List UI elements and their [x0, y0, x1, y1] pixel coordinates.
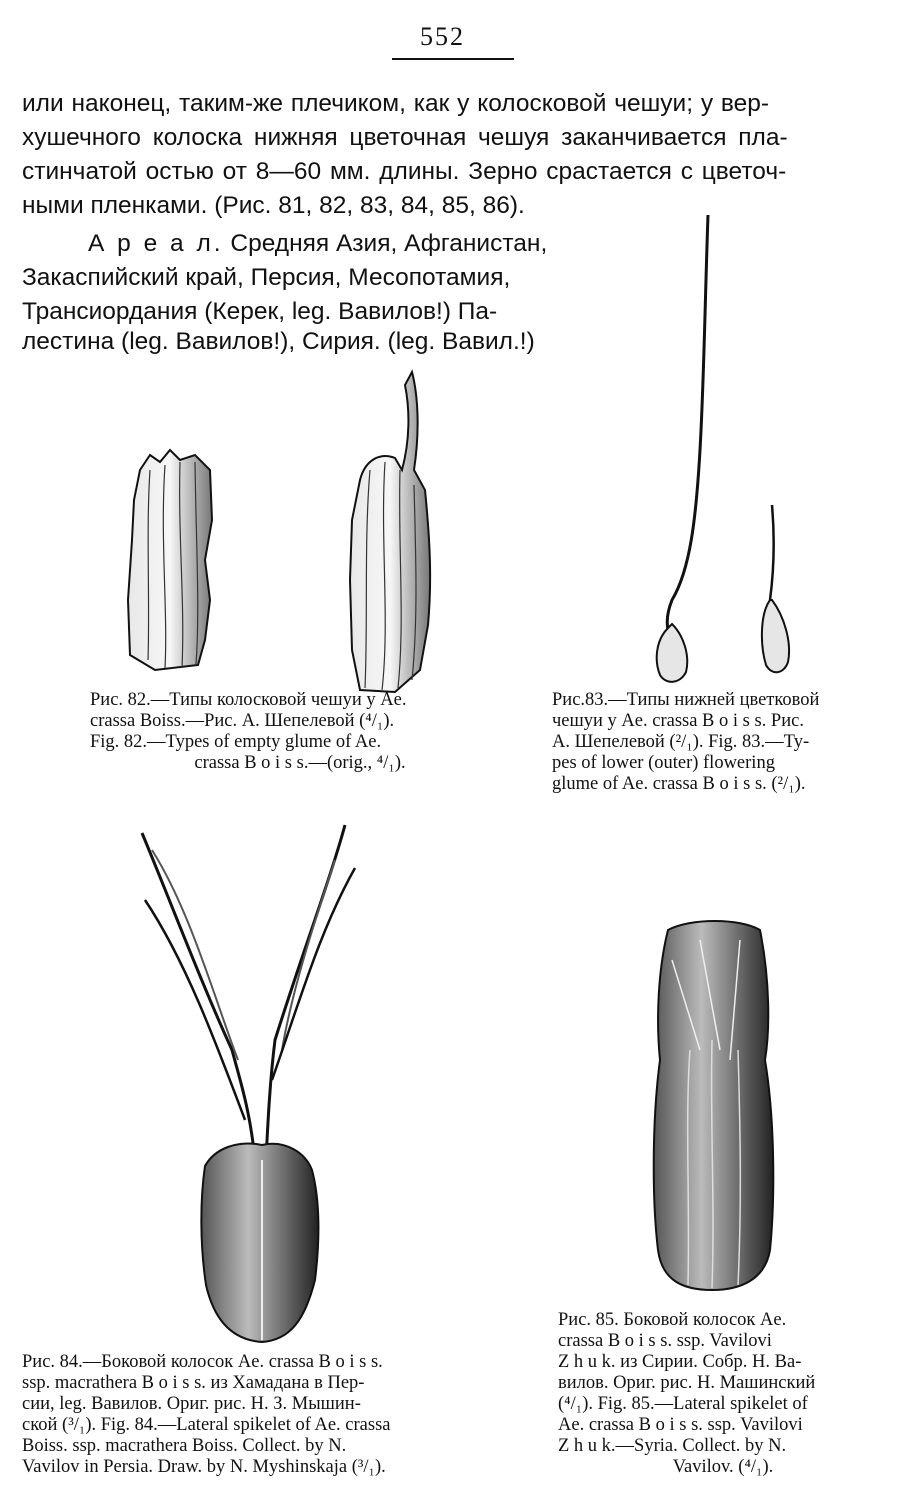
fig84-caption-line-4: ской (³/₁). Fig. 84.—Lateral spikelet of Ae. crassa	[22, 1415, 391, 1435]
body-line-1: или наконец, таким-же плечиком, как у колосковой чешуи; у вер-	[22, 90, 770, 117]
fig82-glume-a-drawing	[128, 450, 212, 670]
fig82-caption-line-2: crassa Boiss.—Рис. А. Шепелевой (⁴/₁).	[90, 711, 395, 731]
body-line-3: стинчатой остью от 8—60 мм. длины. Зерно срастается с цветоч-	[22, 158, 787, 185]
areal-line-4: лестина (leg. Вавилов!), Сирия. (leg. Вавил.!)	[22, 328, 535, 355]
areal-line-1-text: Средняя Азия, Афганистан,	[223, 230, 548, 257]
fig83-caption-line-2: чешуи у Ae. crassa B o i s s. Рис.	[552, 711, 804, 731]
fig85-caption-line-8: Vavilov. (⁴/₁).	[672, 1457, 774, 1477]
body-line-4: ными пленками. (Рис. 81, 82, 83, 84, 85, 86).	[22, 192, 525, 219]
fig85-caption-line-7: Z h u k.—Syria. Collect. by N.	[558, 1436, 787, 1456]
fig83-caption-line-4: pes of lower (outer) flowering	[552, 753, 775, 773]
fig85-caption-line-6: Ae. crassa B o i s s. ssp. Vavilovi	[558, 1415, 803, 1435]
fig84-caption	[22, 1352, 492, 1478]
fig84-caption-line-2: ssp. macrathera B o i s s. из Хамадана в Пер-	[22, 1373, 365, 1393]
fig82-glume-b-drawing	[350, 372, 430, 692]
fig82-caption-line-4: crassa B o i s s.—(orig., ⁴/₁).	[194, 753, 406, 773]
fig82-caption-line-3: Fig. 82.—Types of empty glume of Ae.	[90, 732, 382, 752]
fig83-caption-line-1: Рис.83.—Типы нижней цветковой	[552, 690, 820, 710]
areal-line-2: Закаспийский край, Персия, Месопотамия,	[22, 264, 511, 291]
fig84-caption-line-1: Рис. 84.—Боковой колосок Ae. crassa B o i s s.	[22, 1352, 383, 1372]
fig83-glume-a-drawing	[657, 215, 708, 682]
fig83-caption-line-5: glume of Ae. crassa B o i s s. (²/₁).	[552, 774, 806, 794]
fig85-spikelet-drawing	[654, 921, 774, 1290]
fig85-caption-line-2: crassa B o i s s. ssp. Vavilovi	[558, 1331, 772, 1351]
body-line-2: хушечного колоска нижняя цветочная чешуя заканчивается пла-	[22, 124, 788, 151]
fig83-caption	[552, 690, 887, 795]
fig85-caption-line-5: (⁴/₁). Fig. 85.—Lateral spikelet of	[558, 1394, 808, 1414]
fig83-glume-b-drawing	[762, 505, 789, 672]
fig84-spikelet-drawing	[142, 825, 355, 1342]
areal-heading: А р е а л.	[88, 230, 224, 257]
fig83-caption-line-3: А. Шепелевой (²/₁). Fig. 83.—Ty-	[552, 732, 810, 752]
fig84-caption-line-6: Vavilov in Persia. Draw. by N. Myshinskaja (³/₁).	[22, 1457, 386, 1477]
fig85-caption-line-1: Рис. 85. Боковой колосок Ae.	[558, 1310, 787, 1330]
fig82-caption	[90, 690, 510, 774]
fig85-caption-line-3: Z h u k. из Сирии. Собр. Н. Ва-	[558, 1352, 802, 1372]
fig84-caption-line-3: сии, leg. Вавилов. Ориг. рис. Н. З. Мышин-	[22, 1394, 361, 1414]
fig85-caption	[558, 1310, 888, 1478]
fig84-caption-line-5: Boiss. ssp. macrathera Boiss. Collect. by N.	[22, 1436, 347, 1456]
areal-line-3: Трансиордания (Керек, leg. Вавилов!) Па-	[22, 298, 498, 325]
page-number: 552	[420, 22, 465, 51]
fig85-caption-line-4: вилов. Ориг. рис. Н. Машинский	[558, 1373, 816, 1393]
fig82-caption-line-1: Рис. 82.—Типы колосковой чешуи у Ae.	[90, 690, 407, 710]
